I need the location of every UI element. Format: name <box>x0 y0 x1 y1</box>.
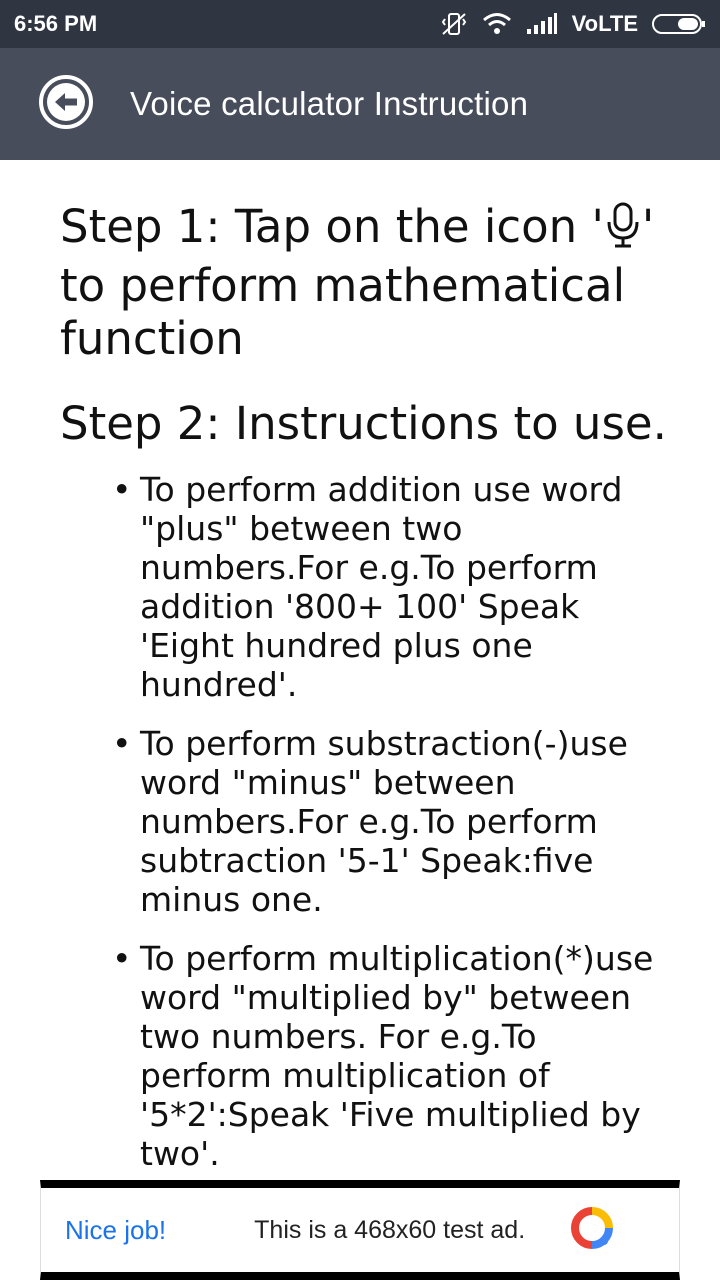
ad-cta-label[interactable]: Nice job! <box>65 1214 167 1245</box>
status-icons <box>440 11 706 37</box>
ad-logo-icon <box>571 1207 613 1254</box>
list-item <box>110 939 660 1173</box>
back-arrow-icon <box>38 74 94 134</box>
bullet-icon: • <box>112 470 132 509</box>
list-item-text: To perform substraction(-)use word "minus" between numbers.For e.g.To perform subtraction '5-1' Speak:five minus one. <box>140 724 628 919</box>
status-time: 6:56 PM <box>14 11 98 36</box>
signal-icon <box>526 13 558 35</box>
list-item-text: To perform addition use word "plus" between two numbers.For e.g.To perform addition '800+ 100' Speak 'Eight hundred plus one hundred'. <box>140 470 623 704</box>
back-button[interactable] <box>38 76 94 132</box>
step-2-title: Step 2: Instructions to use. <box>60 397 667 450</box>
wifi-icon <box>482 12 512 36</box>
step-1-text <box>60 200 680 365</box>
step-1-text-before: Step 1: Tap on the icon ' <box>60 200 604 253</box>
ad-text: This is a 468x60 test ad. <box>254 1215 526 1244</box>
ad-banner[interactable] <box>40 1180 680 1280</box>
page-title: Voice calculator Instruction <box>130 85 529 122</box>
microphone-icon <box>606 202 640 259</box>
list-item-text: To perform multiplication(*)use word "multiplied by" between two numbers. For e.g.To perform multiplication of '5*2':Speak 'Five multiplied by two'. <box>140 939 654 1173</box>
instructions-content <box>0 160 720 1180</box>
network-type: VoLTE <box>571 11 638 36</box>
vibrate-icon <box>440 11 468 37</box>
step-1-text-after: ' to perform mathematical function <box>60 200 655 365</box>
status-bar <box>0 0 720 48</box>
bullet-icon: • <box>112 724 132 763</box>
instruction-list <box>110 470 660 1180</box>
app-bar <box>0 48 720 160</box>
list-item <box>110 470 660 704</box>
battery-icon <box>652 13 706 35</box>
bullet-icon: • <box>112 939 132 978</box>
list-item <box>110 724 660 919</box>
